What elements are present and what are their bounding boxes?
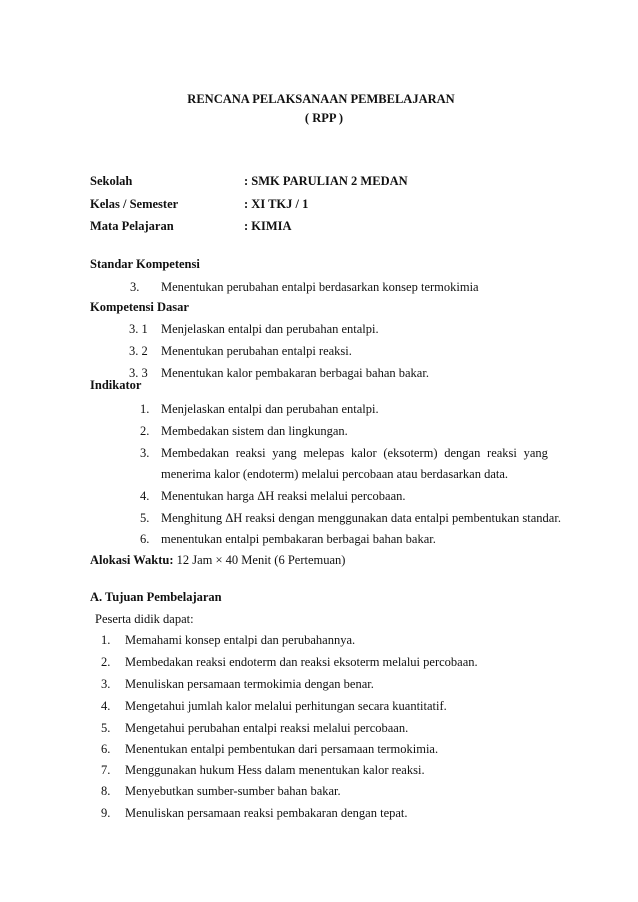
info-label-subject: Mata Pelajaran	[90, 219, 174, 233]
indikator-num: 5.	[140, 511, 150, 525]
indikator-word: yang	[272, 446, 297, 460]
title-text: RENCANA PELAKSANAAN PEMBELAJARAN	[187, 92, 455, 106]
tujuan-num: 1.	[101, 633, 111, 647]
alokasi-label: Alokasi Waktu:	[90, 553, 174, 567]
info-label-school: Sekolah	[90, 174, 133, 188]
tujuan-text: Menggunakan hukum Hess dalam menentukan kalor reaksi.	[125, 763, 425, 777]
indikator-word: reaksi	[235, 446, 266, 460]
tujuan-text: Menyebutkan sumber-sumber bahan bakar.	[125, 784, 341, 798]
indikator-num: 2.	[140, 424, 150, 438]
tujuan-num: 5.	[101, 721, 111, 735]
subtitle-text: ( RPP )	[304, 111, 344, 125]
indikator-word: Membedakan	[161, 446, 230, 460]
indikator-heading: Indikator	[90, 378, 142, 392]
tujuan-intro: Peserta didik dapat:	[95, 612, 194, 626]
kompetensi-num: 3. 1	[129, 322, 148, 336]
kompetensi-text: Menentukan perubahan entalpi reaksi.	[161, 344, 352, 358]
standar-heading: Standar Kompetensi	[90, 257, 200, 271]
indikator-word: melepas	[303, 446, 345, 460]
tujuan-num: 7.	[101, 763, 111, 777]
tujuan-text: Menuliskan persamaan reaksi pembakaran dengan tepat.	[125, 806, 408, 820]
standar-number: 3.	[130, 280, 140, 294]
tujuan-heading: A. Tujuan Pembelajaran	[90, 590, 222, 604]
indikator-num: 6.	[140, 532, 150, 546]
tujuan-text: Menuliskan persamaan termokimia dengan benar.	[125, 677, 374, 691]
info-value-subject: : KIMIA	[244, 219, 292, 233]
indikator-word: reaksi	[487, 446, 517, 460]
tujuan-num: 8.	[101, 784, 111, 798]
tujuan-num: 6.	[101, 742, 111, 756]
kompetensi-heading: Kompetensi Dasar	[90, 300, 189, 314]
indikator-word: (eksoterm)	[383, 446, 438, 460]
indikator-num: 1.	[140, 402, 150, 416]
tujuan-text: Mengetahui jumlah kalor melalui perhitungan secara kuantitatif.	[125, 699, 447, 713]
alokasi-waktu	[90, 553, 345, 568]
tujuan-text: Menentukan entalpi pembentukan dari persamaan termokimia.	[125, 742, 439, 756]
tujuan-text: Mengetahui perubahan entalpi reaksi melalui percobaan.	[125, 721, 409, 735]
kompetensi-text: Menentukan kalor pembakaran berbagai bahan bakar.	[161, 366, 429, 380]
indikator-justified-line	[161, 446, 548, 461]
kompetensi-num: 3. 3	[129, 366, 148, 380]
kompetensi-num: 3. 2	[129, 344, 148, 358]
tujuan-num: 9.	[101, 806, 111, 820]
info-label-class: Kelas / Semester	[90, 197, 179, 211]
tujuan-text: Memahami konsep entalpi dan perubahannya.	[125, 633, 356, 647]
tujuan-num: 4.	[101, 699, 111, 713]
indikator-word: kalor	[350, 446, 377, 460]
document-title	[0, 92, 638, 107]
indikator-text: Membedakan sistem dan lingkungan.	[161, 424, 348, 438]
indikator-text: Menghitung ΔH reaksi dengan menggunakan data entalpi pembentukan standar.	[161, 511, 561, 525]
indikator-word: dengan	[444, 446, 481, 460]
document-subtitle	[0, 111, 638, 126]
indikator-text: Menentukan harga ΔH reaksi melalui percobaan.	[161, 489, 406, 503]
indikator-text-continued: menerima kalor (endoterm) melalui percobaan atau berdasarkan data.	[161, 467, 509, 481]
indikator-num: 3.	[140, 446, 150, 460]
indikator-text: Menjelaskan entalpi dan perubahan entalpi.	[161, 402, 379, 416]
standar-text: Menentukan perubahan entalpi berdasarkan konsep termokimia	[161, 280, 479, 294]
kompetensi-text: Menjelaskan entalpi dan perubahan entalpi.	[161, 322, 379, 336]
indikator-num: 4.	[140, 489, 150, 503]
indikator-text: menentukan entalpi pembakaran berbagai bahan bakar.	[161, 532, 436, 546]
indikator-word: yang	[523, 446, 548, 460]
info-value-class: : XI TKJ / 1	[244, 197, 309, 211]
alokasi-value: 12 Jam × 40 Menit (6 Pertemuan)	[173, 553, 346, 567]
tujuan-text: Membedakan reaksi endoterm dan reaksi eksoterm melalui percobaan.	[125, 655, 478, 669]
tujuan-num: 3.	[101, 677, 111, 691]
info-value-school: : SMK PARULIAN 2 MEDAN	[244, 174, 408, 188]
tujuan-num: 2.	[101, 655, 111, 669]
